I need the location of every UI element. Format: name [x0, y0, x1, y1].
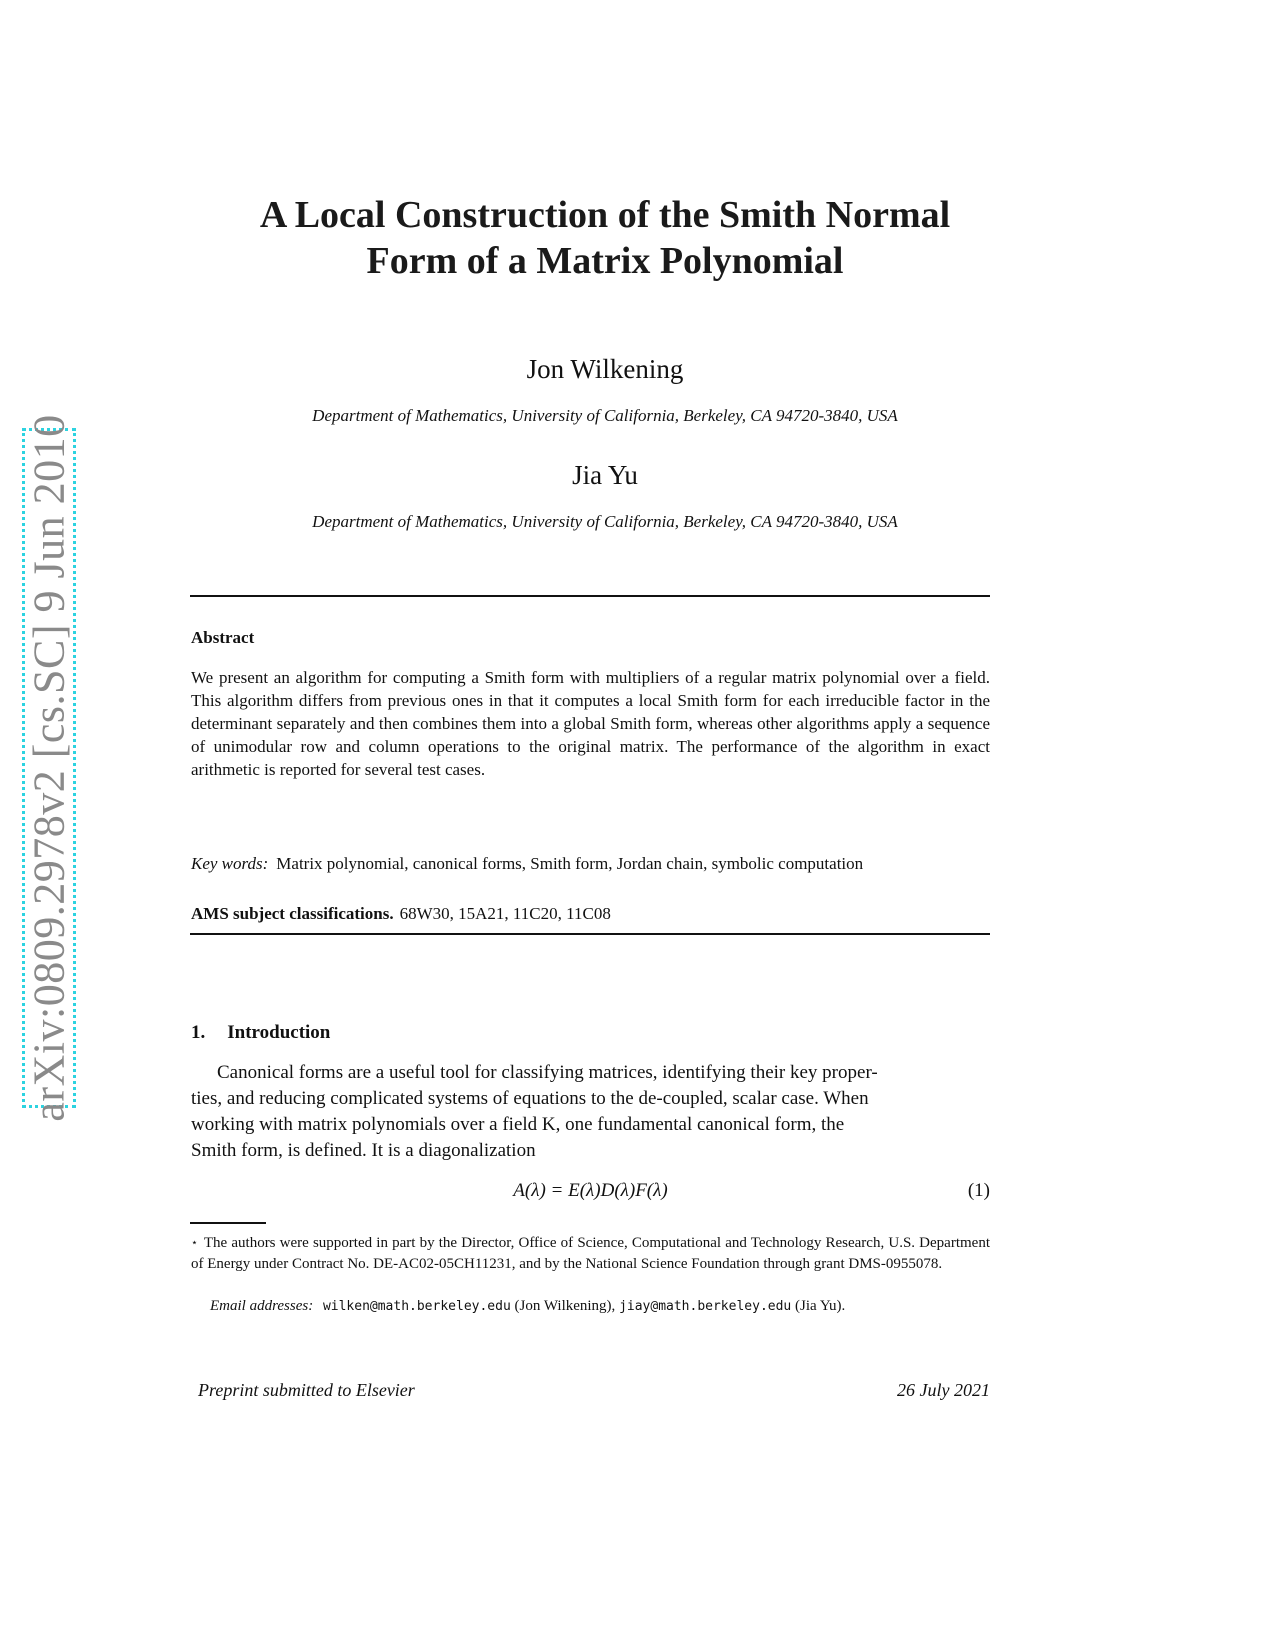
intro-line-4: Smith form, is defined. It is a diagonalization: [191, 1140, 536, 1161]
ams-text: 68W30, 15A21, 11C20, 11C08: [399, 904, 611, 923]
intro-line-3: working with matrix polynomials over a field K, one fundamental canonical form, the: [191, 1114, 845, 1135]
equation-1: [191, 1180, 990, 1206]
title-line-2: Form of a Matrix Polynomial: [366, 240, 844, 282]
introduction-paragraph: [191, 1060, 990, 1164]
section-number: 1.: [191, 1022, 206, 1043]
paper-title: [190, 192, 1020, 284]
section-title: Introduction: [227, 1022, 331, 1043]
email-name-wilkening: (Jon Wilkening),: [514, 1298, 616, 1314]
ams-label: AMS subject classifications.: [191, 904, 394, 923]
author-affiliation-1: Department of Mathematics, University of California, Berkeley, CA 94720-3840, USA: [312, 406, 898, 425]
email-link-wilkening[interactable]: wilken@math.berkeley.edu: [322, 1299, 511, 1314]
abstract-heading: Abstract: [191, 628, 255, 647]
intro-line-1: Canonical forms are a useful tool for classifying matrices, identifying their key proper-: [217, 1062, 878, 1083]
footnote-text: The authors were supported in part by the Director, Office of Science, Computational and Technology Research, U.S. Department of Energy under Contract No. DE-AC02-05CH11231, and by the National Science Foundation through grant DMS-0955078.: [191, 1235, 990, 1272]
email-name-yu: (Jia Yu).: [795, 1298, 846, 1314]
abstract-text: We present an algorithm for computing a Smith form with multipliers of a regular matrix polynomial over a field. This algorithm differs from previous ones in that it computes a local Smith form for each irreducible factor in the determinant separately and then combines them into a global Smith form, whereas other algorithms apply a sequence of unimodular row and column operations to the original matrix. The performance of the algorithm in exact arithmetic is reported for several test cases.: [191, 668, 990, 779]
keywords: [191, 852, 990, 875]
email-link-yu[interactable]: jiay@math.berkeley.edu: [619, 1299, 792, 1314]
author-affiliation-2: Department of Mathematics, University of California, Berkeley, CA 94720-3840, USA: [312, 512, 898, 531]
author-name-2: Jia Yu: [572, 460, 638, 490]
preprint-date: 26 July 2021: [897, 1380, 990, 1400]
equation-number: (1): [967, 1180, 990, 1201]
abstract-top-rule: [190, 595, 990, 597]
footnote-rule: [190, 1222, 266, 1224]
email-addresses: [210, 1298, 990, 1315]
section-heading: [191, 1022, 330, 1044]
preprint-note: Preprint submitted to Elsevier: [198, 1380, 415, 1400]
author-name-1: Jon Wilkening: [526, 354, 684, 384]
keywords-label: Key words:: [191, 854, 269, 873]
ams-classifications: [191, 904, 990, 924]
intro-line-2: ties, and reducing complicated systems of equations to the de-coupled, scalar case. When: [191, 1088, 869, 1109]
title-line-1: A Local Construction of the Smith Normal: [259, 194, 951, 236]
keywords-text: Matrix polynomial, canonical forms, Smith form, Jordan chain, symbolic computation: [276, 854, 864, 873]
arxiv-stamp: arXiv:0809.2978v2 [cs.SC] 9 Jun 2010: [24, 414, 74, 1122]
abstract-bottom-rule: [190, 933, 990, 935]
funding-footnote: [191, 1233, 990, 1275]
equation-body: A(λ) = E(λ)D(λ)F(λ): [513, 1180, 668, 1201]
footnote-star: ⋆: [191, 1237, 198, 1249]
email-label: Email addresses:: [210, 1298, 314, 1314]
